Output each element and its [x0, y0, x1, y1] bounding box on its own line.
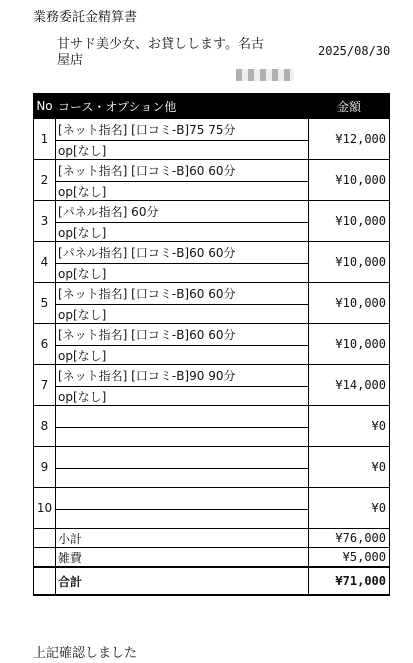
table-row	[34, 242, 390, 264]
option-cell: op[なし]	[56, 346, 309, 365]
row-number: 5	[34, 283, 56, 324]
row-number: 7	[34, 365, 56, 406]
table-row	[34, 488, 390, 510]
option-cell: op[なし]	[56, 264, 309, 283]
course-cell	[56, 406, 309, 428]
amount-cell: ¥0	[309, 406, 390, 447]
row-number: 6	[34, 324, 56, 365]
course-cell: [パネル指名] 60分	[56, 201, 309, 223]
amount-cell: ¥10,000	[309, 201, 390, 242]
course-cell: [パネル指名] [口コミ-B]60 60分	[56, 242, 309, 264]
course-cell	[56, 447, 309, 469]
total-label: 合計	[56, 567, 309, 595]
table-row	[34, 119, 390, 141]
course-cell: [ネット指名] [口コミ-B]90 90分	[56, 365, 309, 387]
row-number: 3	[34, 201, 56, 242]
amount-cell: ¥0	[309, 488, 390, 529]
row-number: 9	[34, 447, 56, 488]
misc-no-cell	[34, 548, 56, 568]
misc-amount: ¥5,000	[309, 548, 390, 568]
table-row	[34, 406, 390, 428]
amount-cell: ¥12,000	[309, 119, 390, 160]
document-date: 2025/08/30	[318, 44, 391, 58]
course-cell	[56, 488, 309, 510]
table-row	[34, 160, 390, 182]
option-cell: op[なし]	[56, 182, 309, 201]
course-cell: [ネット指名] [口コミ-B]60 60分	[56, 160, 309, 182]
table-row	[34, 365, 390, 387]
amount-cell: ¥10,000	[309, 283, 390, 324]
course-cell: [ネット指名] [口コミ-B]75 75分	[56, 119, 309, 141]
amount-cell: ¥10,000	[309, 242, 390, 283]
course-cell: [ネット指名] [口コミ-B]60 60分	[56, 324, 309, 346]
shop-name: 甘サド美少女、お貸しします。名古屋店	[57, 37, 264, 68]
option-cell	[56, 428, 309, 447]
table-row	[34, 447, 390, 469]
amount-cell: ¥10,000	[309, 160, 390, 201]
option-cell	[56, 510, 309, 529]
course-cell: [ネット指名] [口コミ-B]60 60分	[56, 283, 309, 305]
header-course: コース・オプション他	[56, 94, 309, 119]
confirmation-text: 上記確認しました	[33, 646, 138, 661]
misc-row	[34, 548, 390, 568]
table-row	[34, 324, 390, 346]
row-number: 1	[34, 119, 56, 160]
option-cell: op[なし]	[56, 141, 309, 160]
amount-cell: ¥0	[309, 447, 390, 488]
row-number: 10	[34, 488, 56, 529]
header-no: No	[34, 94, 56, 119]
settlement-table	[33, 93, 390, 596]
subtotal-label: 小計	[56, 529, 309, 548]
amount-cell: ¥14,000	[309, 365, 390, 406]
table-row	[34, 201, 390, 223]
option-cell	[56, 469, 309, 488]
amount-cell: ¥10,000	[309, 324, 390, 365]
header-amount: 金額	[309, 94, 390, 119]
redacted-name	[236, 69, 294, 81]
misc-label: 雑費	[56, 548, 309, 568]
option-cell: op[なし]	[56, 387, 309, 406]
row-number: 2	[34, 160, 56, 201]
table-row	[34, 283, 390, 305]
row-number: 4	[34, 242, 56, 283]
document-title: 業務委託金精算書	[33, 10, 138, 25]
total-no-cell	[34, 567, 56, 595]
subtotal-amount: ¥76,000	[309, 529, 390, 548]
subtotal-no-cell	[34, 529, 56, 548]
subtotal-row	[34, 529, 390, 548]
total-amount: ¥71,000	[309, 567, 390, 595]
table-header-row	[34, 94, 390, 119]
total-row	[34, 567, 390, 595]
option-cell: op[なし]	[56, 305, 309, 324]
row-number: 8	[34, 406, 56, 447]
option-cell: op[なし]	[56, 223, 309, 242]
